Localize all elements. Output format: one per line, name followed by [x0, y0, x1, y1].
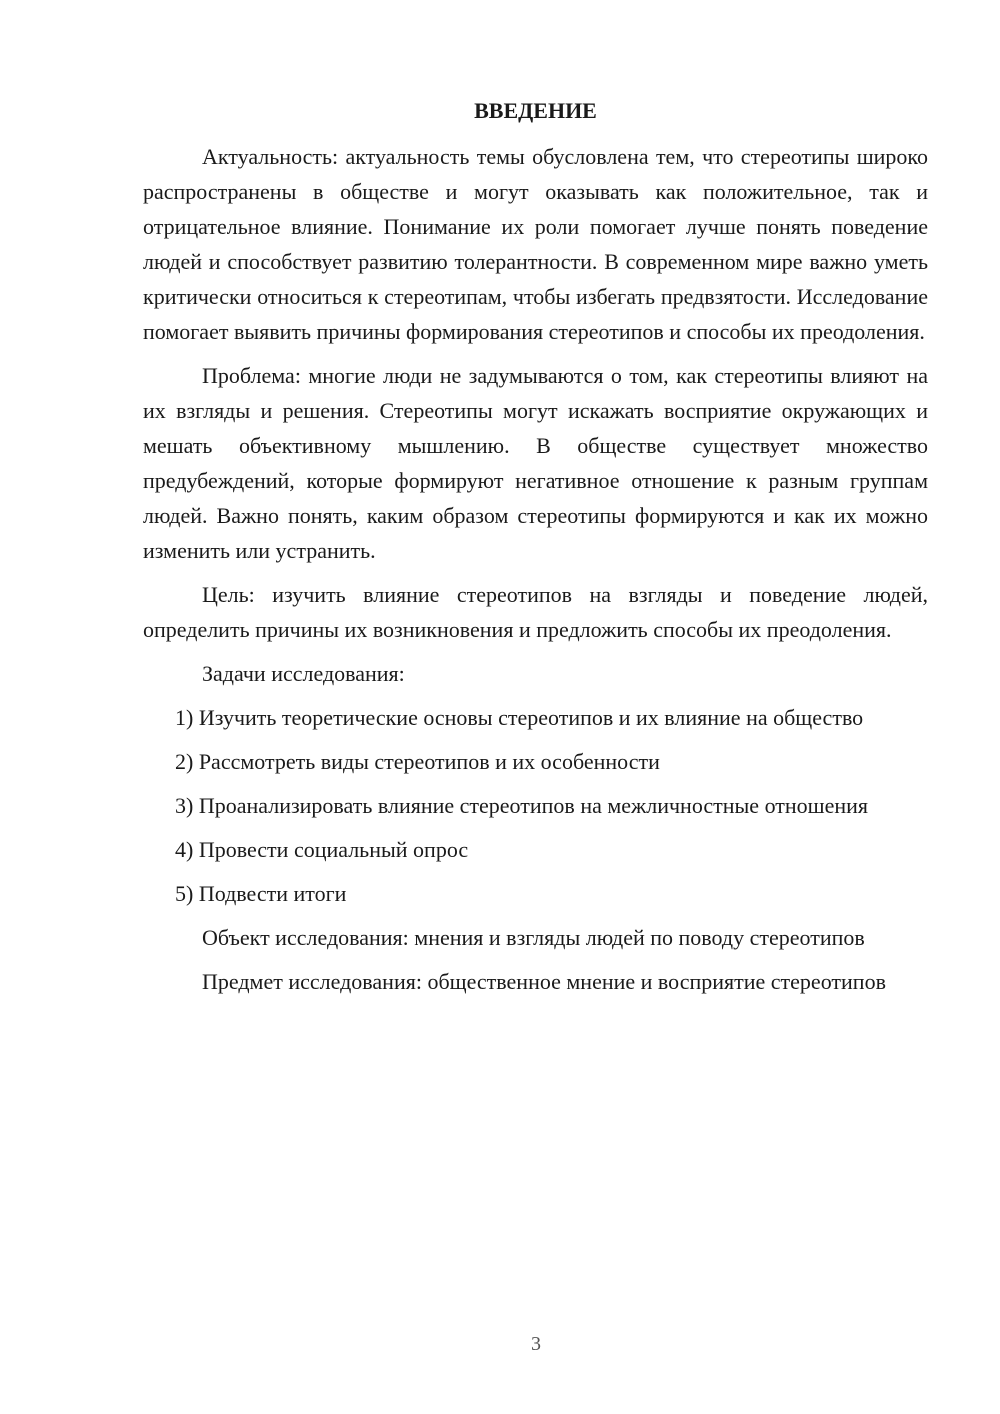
task-item-2: 2) Рассмотреть виды стереотипов и их особенности	[175, 749, 660, 774]
section-heading: ВВЕДЕНИЕ	[474, 98, 597, 123]
task-item-1: 1) Изучить теоретические основы стереотипов и их влияние на общество	[175, 705, 864, 730]
paragraph-problem: Проблема: многие люди не задумываются о том, как стереотипы влияют на их взгляды и решения. Стереотипы могут искажать восприятие окружающих и мешать объективному мышлению. В обществе существует множество предубеждений, которые формируют негативное отношение к разным группам людей. Важно понять, каким образом стереотипы формируются и как их можно изменить или устранить.	[143, 363, 928, 563]
task-item-4: 4) Провести социальный опрос	[175, 837, 469, 862]
page-number: 3	[531, 1333, 541, 1355]
paragraph-tasks-heading: Задачи исследования:	[202, 661, 405, 686]
task-item-3: 3) Проанализировать влияние стереотипов на межличностные отношения	[175, 793, 869, 818]
paragraph-relevance: Актуальность: актуальность темы обусловлена тем, что стереотипы широко распространены в обществе и могут оказывать как положительное, так и отрицательное влияние. Понимание их роли помогает лучше понять поведение людей и способствует развитию толерантности. В современном мире важно уметь критически относиться к стереотипам, чтобы избегать предвзятости. Исследование помогает выявить причины формирования стереотипов и способы их преодоления.	[143, 144, 928, 344]
document-page	[143, 95, 928, 1008]
paragraph-object: Объект исследования: мнения и взгляды людей по поводу стереотипов	[202, 925, 865, 950]
paragraph-goal: Цель: изучить влияние стереотипов на взгляды и поведение людей, определить причины их возникновения и предложить способы их преодоления.	[143, 582, 928, 642]
paragraph-subject: Предмет исследования: общественное мнение и восприятие стереотипов	[202, 969, 886, 994]
task-item-5: 5) Подвести итоги	[175, 881, 347, 906]
